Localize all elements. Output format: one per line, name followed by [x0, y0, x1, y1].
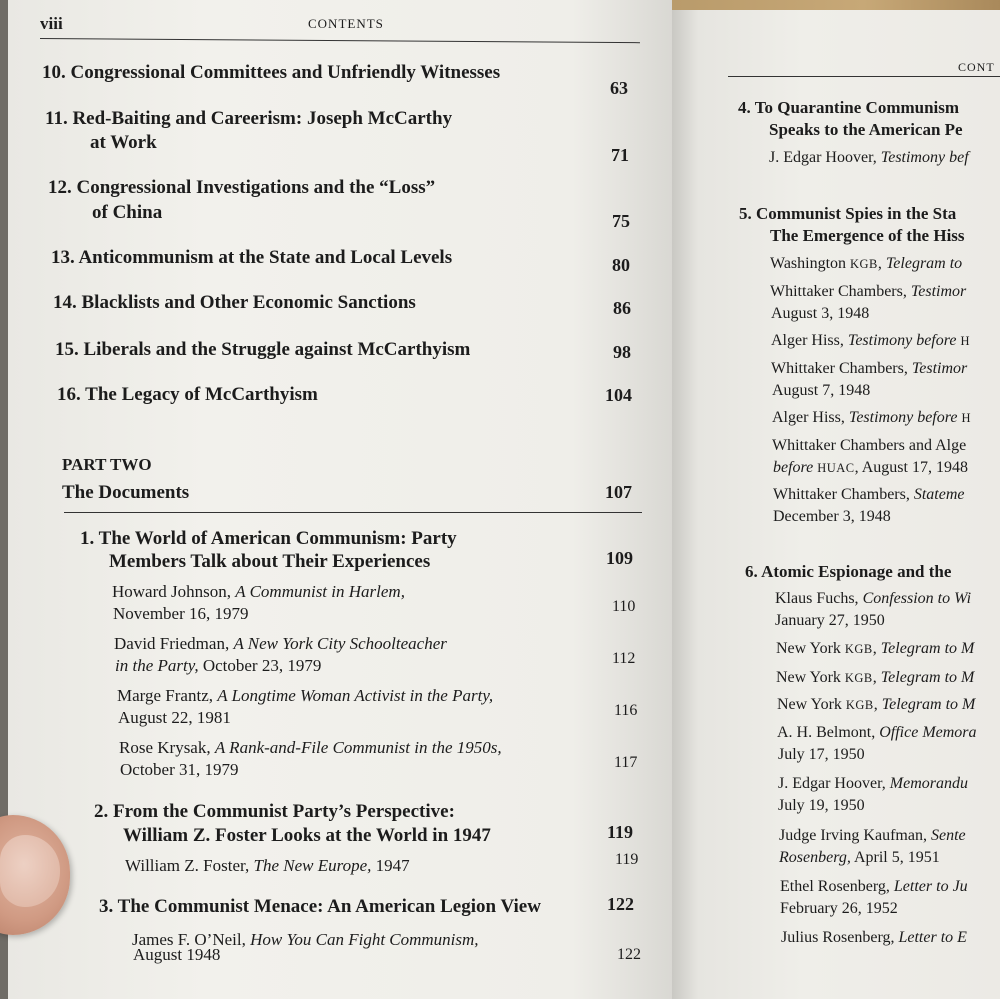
entry-title: Rosenberg,	[779, 849, 851, 866]
document-entry	[112, 582, 405, 602]
chapter-number: 12.	[48, 177, 72, 198]
chapter-number: 10.	[42, 62, 66, 83]
folio-number: viii	[40, 14, 63, 33]
chapter-title-cont: at Work	[90, 132, 157, 153]
entry-page: 112	[612, 650, 636, 667]
entry-date: October 23, 1979	[198, 656, 322, 675]
entry-title: Testimony before	[847, 332, 961, 349]
entry-author: Marge Frantz,	[117, 686, 218, 705]
section-number: 2.	[94, 801, 109, 822]
document-section-1	[80, 528, 457, 550]
entry-author: Whittaker Chambers,	[773, 486, 914, 503]
document-entry	[117, 686, 493, 706]
document-entry: Whittaker Chambers and Alge	[772, 437, 967, 454]
entry-title: Sente	[930, 827, 966, 844]
section-title: To Quarantine Communism	[754, 98, 960, 117]
chapter-page: 71	[611, 145, 629, 165]
document-entry	[772, 409, 971, 427]
entry-date: August 3, 1948	[771, 305, 870, 322]
section-title: The Communist Menace: An American Legion View	[117, 896, 541, 917]
chapter-number: 14.	[53, 292, 77, 313]
entry-title-cont	[115, 656, 321, 676]
entry-date: August 1948	[133, 945, 221, 964]
entry-date: July 17, 1950	[778, 746, 865, 763]
entry-page: 110	[612, 598, 636, 615]
entry-author: William Z. Foster,	[125, 856, 254, 875]
entry-title: Telegram to	[885, 255, 963, 272]
entry-title: A New York City Schoolteacher	[233, 634, 447, 653]
document-section-3	[99, 896, 541, 918]
entry-date	[773, 459, 968, 477]
section-page: 109	[606, 548, 633, 568]
entry-author: James F. O’Neil,	[132, 930, 251, 949]
section-title: Communist Spies in the Sta	[756, 204, 957, 223]
section-title-cont: The Emergence of the Hiss	[770, 226, 965, 245]
running-head: CONTENTS	[308, 16, 384, 31]
entry-author: Julius Rosenberg,	[781, 929, 899, 946]
agency-abbr: KGB	[850, 257, 878, 271]
agency-abbr: H	[961, 411, 971, 425]
section-page: 122	[607, 894, 634, 914]
entry-author: A. H. Belmont,	[777, 724, 880, 741]
document-entry	[775, 590, 971, 608]
entry-date: 1947	[371, 856, 410, 875]
entry-page: 119	[615, 851, 639, 868]
entry-title: A Longtime Woman Activist in the Party,	[217, 686, 494, 705]
section-title: The World of American Communism: Party	[98, 528, 457, 549]
entry-date: August 22, 1981	[118, 708, 231, 727]
part-page: 107	[605, 482, 632, 502]
document-entry	[780, 878, 968, 896]
entry-page: 116	[614, 702, 638, 719]
document-entry	[771, 360, 967, 378]
chapter-15	[55, 339, 470, 361]
entry-title: Stateme	[913, 486, 965, 503]
document-section-5	[739, 204, 956, 224]
document-entry	[776, 669, 974, 687]
entry-page: 117	[614, 754, 638, 771]
document-entry	[777, 696, 975, 714]
separator: ,	[877, 255, 886, 272]
document-section-4	[738, 98, 959, 118]
chapter-title: Congressional Investigations and the “Loss”	[76, 177, 436, 198]
entry-date: December 3, 1948	[773, 508, 891, 525]
separator: ,	[872, 640, 881, 657]
section-page: 119	[607, 822, 634, 842]
entry-author: David Friedman,	[114, 634, 234, 653]
section-number: 1.	[80, 528, 95, 549]
entry-date: , August 17, 1948	[854, 459, 968, 476]
header-rule	[40, 38, 640, 43]
chapter-title: Red-Baiting and Careerism: Joseph McCarthy	[72, 108, 453, 129]
separator: ,	[872, 669, 881, 686]
document-entry	[773, 486, 965, 504]
chapter-10	[42, 62, 500, 84]
section-title-cont: Speaks to the American Pe	[769, 120, 963, 139]
document-entry	[779, 827, 966, 845]
entry-author: Whittaker Chambers,	[771, 360, 912, 377]
chapter-title-cont: of China	[92, 202, 163, 223]
entry-title: A Rank-and-File Communist in the 1950s,	[214, 738, 502, 757]
entry-author: Whittaker Chambers,	[770, 283, 911, 300]
section-title-cont: William Z. Foster Looks at the World in 1947	[123, 825, 491, 846]
header-rule	[728, 76, 1000, 77]
chapter-title: Congressional Committees and Unfriendly Witnesses	[70, 62, 501, 83]
entry-author: Howard Johnson,	[112, 582, 236, 601]
entry-date: January 27, 1950	[775, 612, 885, 629]
document-entry	[771, 332, 970, 350]
section-number: 4.	[738, 98, 751, 117]
right-page	[672, 10, 1000, 999]
section-title-cont: Members Talk about Their Experiences	[109, 551, 431, 572]
entry-title: Telegram to M	[880, 669, 975, 686]
entry-author: Rose Krysak,	[119, 738, 215, 757]
chapter-title: Anticommunism at the State and Local Levels	[78, 247, 453, 268]
entry-author: Ethel Rosenberg,	[780, 878, 894, 895]
chapter-page: 63	[610, 78, 628, 98]
section-number: 6.	[745, 562, 758, 581]
entry-date	[779, 849, 940, 867]
entry-title: Testimony bef	[880, 149, 969, 166]
entry-title: Testimor	[910, 283, 967, 300]
entry-author: Alger Hiss,	[772, 409, 849, 426]
entry-title: Testimony before	[848, 409, 962, 426]
entry-author: J. Edgar Hoover,	[778, 775, 890, 792]
entry-date: April 5, 1951	[850, 849, 940, 866]
document-entry	[776, 640, 974, 658]
agency-abbr: KGB	[844, 671, 873, 685]
entry-title: Testimor	[911, 360, 968, 377]
section-title: Atomic Espionage and the	[761, 562, 952, 581]
agency-abbr: KGB	[844, 642, 873, 656]
entry-title: Letter to E	[898, 929, 967, 946]
agency-abbr: KGB	[845, 698, 874, 712]
entry-title: Letter to Ju	[893, 878, 968, 895]
chapter-number: 15.	[55, 339, 79, 360]
entry-author: New York	[777, 696, 846, 713]
document-entry	[769, 149, 969, 167]
entry-date: October 31, 1979	[120, 760, 239, 779]
entry-title: A Communist in Harlem,	[235, 582, 405, 601]
chapter-13	[51, 247, 452, 269]
left-page	[8, 0, 672, 999]
chapter-page: 80	[612, 255, 630, 275]
running-head: CONT	[958, 60, 995, 74]
document-entry	[770, 283, 966, 301]
chapter-16	[57, 384, 318, 406]
entry-title: in the Party,	[115, 656, 199, 675]
entry-title: Confession to Wi	[862, 590, 972, 607]
entry-author: Klaus Fuchs,	[775, 590, 863, 607]
section-number: 3.	[99, 896, 114, 917]
chapter-number: 16.	[57, 384, 81, 405]
entry-author: J. Edgar Hoover,	[769, 149, 881, 166]
document-entry	[114, 634, 447, 654]
entry-date: August 7, 1948	[772, 382, 871, 399]
chapter-11	[45, 108, 452, 130]
entry-date: November 16, 1979	[113, 604, 249, 623]
part-label: PART TWO	[62, 455, 152, 474]
chapter-title: Liberals and the Struggle against McCarthyism	[83, 339, 471, 360]
document-entry	[125, 856, 410, 876]
entry-title: Memorandu	[889, 775, 968, 792]
entry-date: July 19, 1950	[778, 797, 865, 814]
chapter-title: The Legacy of McCarthyism	[85, 384, 318, 405]
chapter-page: 104	[605, 385, 632, 405]
separator: ,	[873, 696, 882, 713]
chapter-12	[48, 177, 435, 199]
section-title: From the Communist Party’s Perspective:	[113, 801, 455, 822]
entry-title: Telegram to M	[881, 696, 976, 713]
entry-title: Office Memora	[879, 724, 977, 741]
document-entry	[777, 724, 977, 742]
entry-title: Telegram to M	[880, 640, 975, 657]
document-entry	[119, 738, 502, 758]
entry-page: 122	[617, 946, 641, 963]
document-entry	[770, 255, 962, 273]
chapter-number: 13.	[51, 247, 75, 268]
chapter-14	[53, 292, 416, 314]
entry-author: Washington	[770, 255, 851, 272]
entry-title: before	[773, 459, 818, 476]
chapter-number: 11.	[45, 108, 68, 129]
entry-title: The New Europe,	[253, 856, 372, 875]
chapter-page: 86	[613, 298, 631, 318]
entry-title: How You Can Fight Communism,	[250, 930, 479, 949]
chapter-page: 98	[613, 342, 631, 362]
chapter-page: 75	[612, 211, 630, 231]
chapter-title: Blacklists and Other Economic Sanctions	[81, 292, 416, 313]
entry-author: Judge Irving Kaufman,	[779, 827, 931, 844]
section-number: 5.	[739, 204, 752, 223]
agency-abbr: H	[960, 334, 970, 348]
document-entry	[781, 929, 967, 947]
document-section-2	[94, 801, 455, 823]
document-section-6	[745, 562, 951, 582]
entry-date: February 26, 1952	[780, 900, 898, 917]
entry-author: Alger Hiss,	[771, 332, 848, 349]
document-entry	[778, 775, 968, 793]
agency-abbr: HUAC	[817, 461, 855, 475]
part-rule	[64, 512, 642, 513]
entry-author: New York	[776, 640, 845, 657]
entry-author: New York	[776, 669, 845, 686]
part-title: The Documents	[62, 482, 190, 503]
